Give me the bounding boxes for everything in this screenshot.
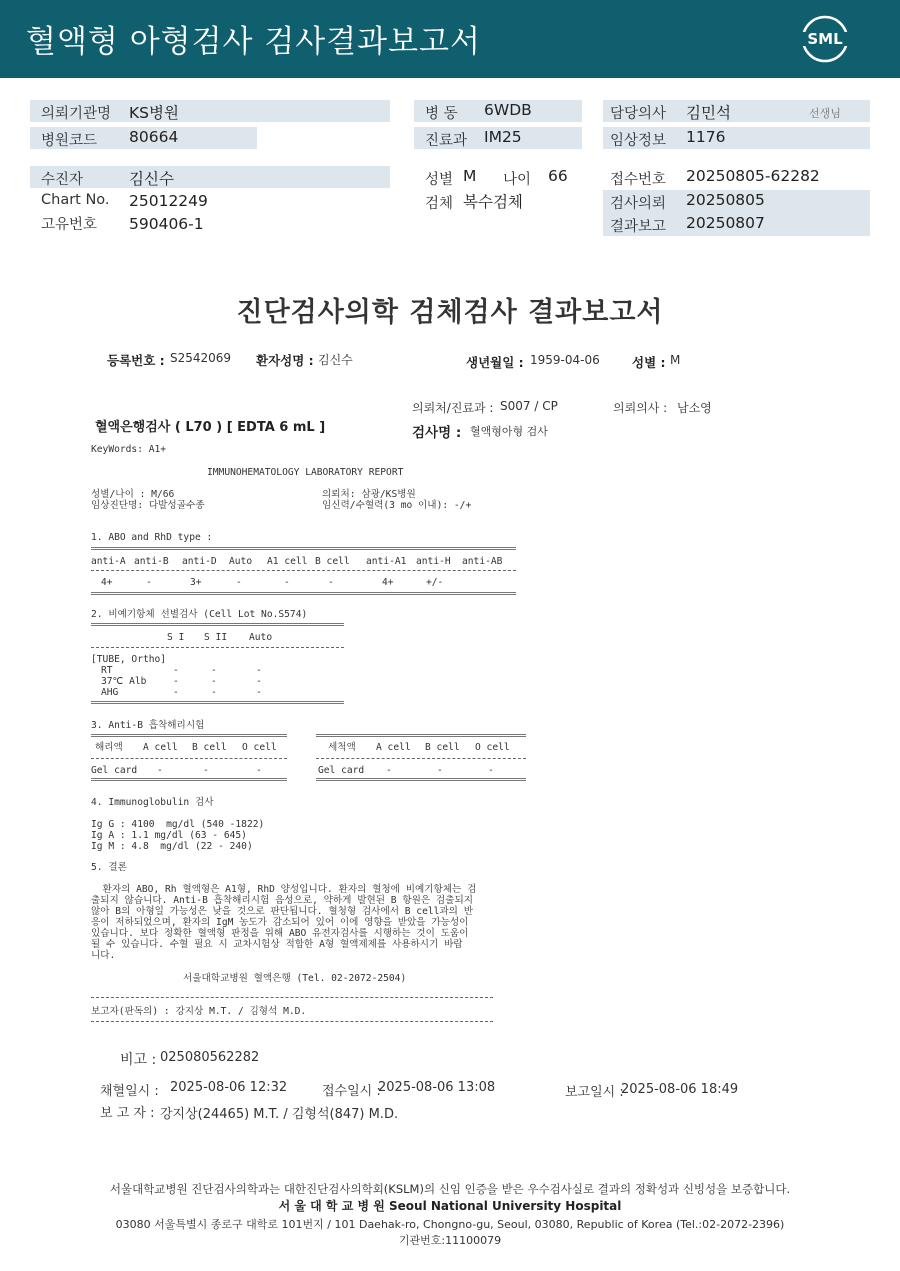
s1-header: anti-H [416,556,451,567]
conclusion-line: 될 수 있습니다. 수혈 필요 시 교차시험상 적합한 A형 혈액제제를 사용하시기 바랍 [91,939,463,950]
pt-line: 임신력/수혈력(3 mo 이내): -/+ [322,500,472,511]
s2-cell: - [173,687,179,698]
keywords: KeyWords: A1+ [91,444,167,455]
s1-value: 4+ [101,577,113,588]
divider [91,997,493,998]
name-value: 김신수 [318,353,353,367]
ig-line: Ig G : 4100 mg/dl (540 -1822) [91,819,265,830]
info-label: 진료과 [425,133,468,149]
info-label: 담당의사 [610,106,667,122]
divider [91,758,287,759]
pt-line: 의뢰처: 삼광/KS병원 [322,489,416,500]
divider [91,623,344,626]
s1-header: Auto [229,556,253,567]
info-label: 결과보고 [610,219,667,235]
info-value: M [463,167,477,185]
s2-cell: - [173,676,179,687]
s2-cell: - [211,676,217,687]
info-label: 의뢰기관명 [41,106,112,122]
dob-label: 생년월일 : [466,355,524,370]
s1-header: anti-AB [462,556,503,567]
info-value: 25012249 [129,192,208,210]
divider [91,647,344,648]
footer-address: 03080 서울특별시 종로구 대학로 101번지 / 101 Daehak-ro, Chongno-gu, Seoul, 03080, Republic of Korea (Tel.:02-2072-2396) [115,1218,785,1231]
header-bar [0,0,900,78]
section-4-title: 4. Immunoglobulin 검사 [91,797,214,808]
info-value: 김민석 [686,104,731,122]
test-name-label: 검사명 : [412,425,462,441]
s1-value: 4+ [382,577,394,588]
s2-group: [TUBE, Ortho] [91,654,167,665]
sml-logo-icon [800,14,850,64]
divider [91,570,516,571]
s2-row-label: AHG [101,687,119,698]
s1-value: +/- [426,577,444,588]
info-label: 접수번호 [610,172,667,188]
info-label: 나이 [503,172,532,188]
divider [91,547,516,550]
s1-header: anti-D [182,556,217,567]
section-1-title: 1. ABO and RhD type : [91,532,213,543]
section-3-title: 3. Anti-B 흡착해리시험 [91,720,205,731]
reg-value: S2542069 [170,351,232,365]
divider [91,1021,493,1022]
s3-right-cell: Gel card [318,765,365,776]
receive-value: 2025-08-06 13:08 [378,1080,496,1095]
conclusion-line: 니다. [91,950,116,961]
info-label: 병원코드 [41,133,98,149]
s1-value: 3+ [190,577,202,588]
s1-header: anti-A1 [366,556,407,567]
s3-left-cell: - [157,765,163,776]
divider [91,778,287,781]
info-value: 66 [548,167,568,185]
info-label: 임상정보 [610,133,667,149]
ig-line: Ig M : 4.8 mg/dl (22 - 240) [91,841,253,852]
divider [316,758,526,759]
s3-left-cell: Gel card [91,765,138,776]
name-label: 환자성명 : [256,353,314,368]
final-reporter-label: 보 고 자 : [100,1106,155,1121]
collect-value: 2025-08-06 12:32 [170,1080,288,1095]
info-value: 20250805 [686,191,765,209]
svg-text:SML: SML [807,30,843,48]
info-value: 복수검체 [463,193,523,211]
s2-cell: - [211,665,217,676]
s2-cell: - [173,665,179,676]
footer-org-number: 기관번호:11100079 [398,1234,502,1247]
info-suffix: 선생님 [809,107,841,120]
info-label: 검사의뢰 [610,196,667,212]
conclusion-line: 않아 B의 아형일 가능성은 낮을 것으로 판단됩니다. 혈청형 검사에서 B cell과의 반 [91,906,473,917]
divider [316,734,526,737]
s2-cell: - [256,676,262,687]
s3-left-cell: - [203,765,209,776]
pt-line: 성별/나이 : M/66 [91,489,175,500]
section-5-title: 5. 결론 [91,862,127,873]
info-value: 1176 [686,128,726,146]
s2-cell: - [256,665,262,676]
s1-header: A1 cell [267,556,308,567]
divider [91,701,344,704]
info-value: IM25 [484,128,522,146]
report-value: 2025-08-06 18:49 [621,1082,739,1097]
s2-header: S II [204,632,228,643]
test-code: 혈액은행검사 ( L70 ) [ EDTA 6 mL ] [95,420,326,435]
remark-value: 025080562282 [160,1050,260,1065]
info-value: 20250807 [686,214,765,232]
s3-right-header: A cell [376,742,411,753]
test-name-value: 혈액형아형 검사 [470,425,548,438]
info-value: 20250805-62282 [686,167,820,185]
sex-value: M [670,353,681,367]
doctor-label: 의뢰의사 : [613,401,668,415]
info-value: 김신수 [129,170,174,188]
s1-header: B cell [315,556,350,567]
s2-row-label: RT [101,665,113,676]
info-label: 수진자 [41,172,84,188]
s2-cell: - [256,687,262,698]
conclusion-line: 응이 저하되었으며, 환자의 IgM 농도가 감소되어 있어 이에 영향을 받았을 가능성이 [91,917,469,928]
info-label: 병 동 [425,106,458,122]
reporter-line: 보고자(판독의) : 강지상 M.T. / 김형석 M.D. [91,1006,307,1017]
info-value: 590406-1 [129,215,204,233]
info-value: KS병원 [129,104,179,122]
ig-line: Ig A : 1.1 mg/dl (63 - 645) [91,830,247,841]
footer-certification: 서울대학교병원 진단검사의학과는 대한진단검사의학회(KSLM)의 신임 인증을 받은 우수검사실로 결과의 정확성과 신빙성을 보증합니다. [109,1182,791,1196]
info-label: 고유번호 [41,217,98,233]
lab-report-title: IMMUNOHEMATOLOGY LABORATORY REPORT [207,467,404,478]
s2-header: Auto [249,632,273,643]
doctor-value: 남소영 [677,401,712,415]
divider [91,734,287,737]
page-title: 혈액형 아형검사 검사결과보고서 [26,24,481,60]
s3-left-header: O cell [242,742,277,753]
s3-left-header: 해리액 [95,742,123,753]
sex-label: 성별 : [632,355,666,370]
footer-hospital: 서 울 대 학 교 병 원 Seoul National University Hospital [278,1199,622,1213]
collect-label: 채혈일시 : [100,1084,159,1099]
s1-header: anti-B [134,556,169,567]
pt-line: 임상진단명: 다발성골수종 [91,500,205,511]
s3-right-header: 세척액 [328,742,356,753]
section-2-title: 2. 비예기항체 선별검사 (Cell Lot No.S574) [91,609,308,620]
s3-right-cell: - [386,765,392,776]
divider [316,778,526,781]
s3-left-header: A cell [143,742,178,753]
report-title: 진단검사의학 검체검사 결과보고서 [236,297,664,328]
report-label: 보고일시 : [565,1085,624,1100]
info-label: Chart No. [41,192,110,208]
s3-left-header: B cell [192,742,227,753]
s1-value: - [284,577,290,588]
info-label: 검체 [425,196,454,212]
s1-value: - [328,577,334,588]
remark-label: 비고 : [120,1052,157,1068]
s1-value: - [236,577,242,588]
s3-right-header: B cell [425,742,460,753]
divider [91,592,516,595]
info-value: 6WDB [484,101,532,119]
dept-label: 의뢰처/진료과 : [412,401,494,415]
info-row-patient [30,166,390,188]
s2-row-label: 37℃ Alb [101,676,147,687]
conclusion-line: 환자의 ABO, Rh 혈액형은 A1형, RhD 양성입니다. 환자의 혈청에 비예기항체는 검 [91,884,477,895]
blood-bank-line: 서울대학교병원 혈액은행 (Tel. 02-2072-2504) [183,973,407,984]
s1-value: - [146,577,152,588]
dob-value: 1959-04-06 [530,353,600,367]
s2-cell: - [211,687,217,698]
s3-right-cell: - [488,765,494,776]
s1-header: anti-A [91,556,126,567]
s3-left-cell: - [256,765,262,776]
reg-label: 등록번호 : [107,353,165,368]
s3-right-cell: - [437,765,443,776]
s2-header: S I [167,632,185,643]
info-label: 성별 [425,172,454,188]
conclusion-line: 출되지 않습니다. Anti-B 흡착해리시험 음성으로, 약하게 발현된 B 항원은 검출되지 [91,895,473,906]
conclusion-line: 있습니다. 보다 정확한 혈액형 판정을 위해 ABO 유전자검사를 시행하는 것이 도움이 [91,928,469,939]
s3-right-header: O cell [475,742,510,753]
final-reporter-value: 강지상(24465) M.T. / 김형석(847) M.D. [160,1107,399,1122]
receive-label: 접수일시 : [322,1084,381,1099]
dept-value: S007 / CP [500,399,558,413]
info-value: 80664 [129,128,179,146]
